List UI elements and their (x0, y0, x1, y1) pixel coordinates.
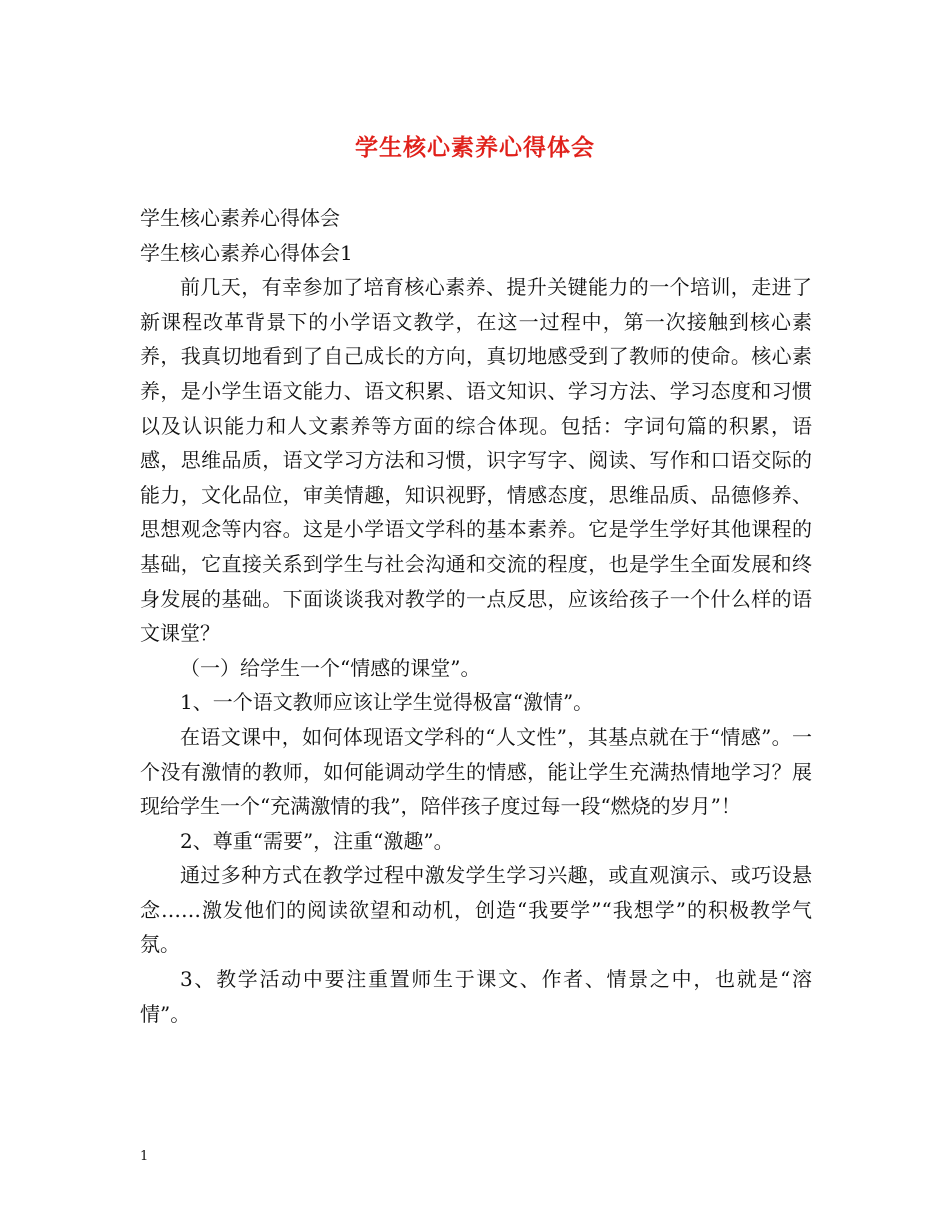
paragraph-point-3: 3、教学活动中要注重置师生于课文、作者、情景之中，也就是“溶情”。 (140, 967, 812, 1026)
document-title: 学生核心素养心得体会 (355, 134, 595, 161)
document-body (140, 201, 812, 1031)
paragraph-intro: 前几天，有幸参加了培育核心素养、提升关键能力的一个培训，走进了新课程改革背景下的小学语文教学，在这一过程中，第一次接触到核心素养，我真切地看到了自己成长的方向，真切地感受到了教师的使命。核心素养，是小学生语文能力、语文积累、语文知识、学习方法、学习态度和习惯以及认识能力和人文素养等方面的综合体现。包括：字词句篇的积累，语感，思维品质，语文学习方法和习惯，识字写字、阅读、写作和口语交际的能力，文化品位，审美情趣，知识视野，情感态度，思维品质、品德修养、思想观念等内容。这是小学语文学科的基本素养。它是学生学好其他课程的基础，它直接关系到学生与社会沟通和交流的程度，也是学生全面发展和终身发展的基础。下面谈谈我对教学的一点反思，应该给孩子一个什么样的语文课堂？ (140, 275, 812, 646)
heading-line: 学生核心素养心得体会 (140, 206, 340, 230)
paragraph-section-heading: （一）给学生一个“情感的课堂”。 (180, 655, 481, 680)
subheading-line: 学生核心素养心得体会1 (140, 240, 353, 265)
paragraph-point-2-detail: 通过多种方式在教学过程中激发学生学习兴趣，或直观演示、或巧设悬念……激发他们的阅读欲望和动机，创造“我要学”“我想学”的积极教学气氛。 (140, 863, 812, 957)
paragraph-point-2: 2、尊重“需要”，注重“激趣”。 (180, 828, 454, 853)
page-number: 1 (140, 1149, 149, 1164)
paragraph-point-1-detail: 在语文课中，如何体现语文学科的“人文性”，其基点就在于“情感”。一个没有激情的教师，如何能调动学生的情感，能让学生充满热情地学习？展现给学生一个“充满激情的我”，陪伴孩子度过每一段“燃烧的岁月”！ (140, 724, 812, 819)
paragraph-point-1: 1、一个语文教师应该让学生觉得极富“激情”。 (180, 690, 594, 715)
